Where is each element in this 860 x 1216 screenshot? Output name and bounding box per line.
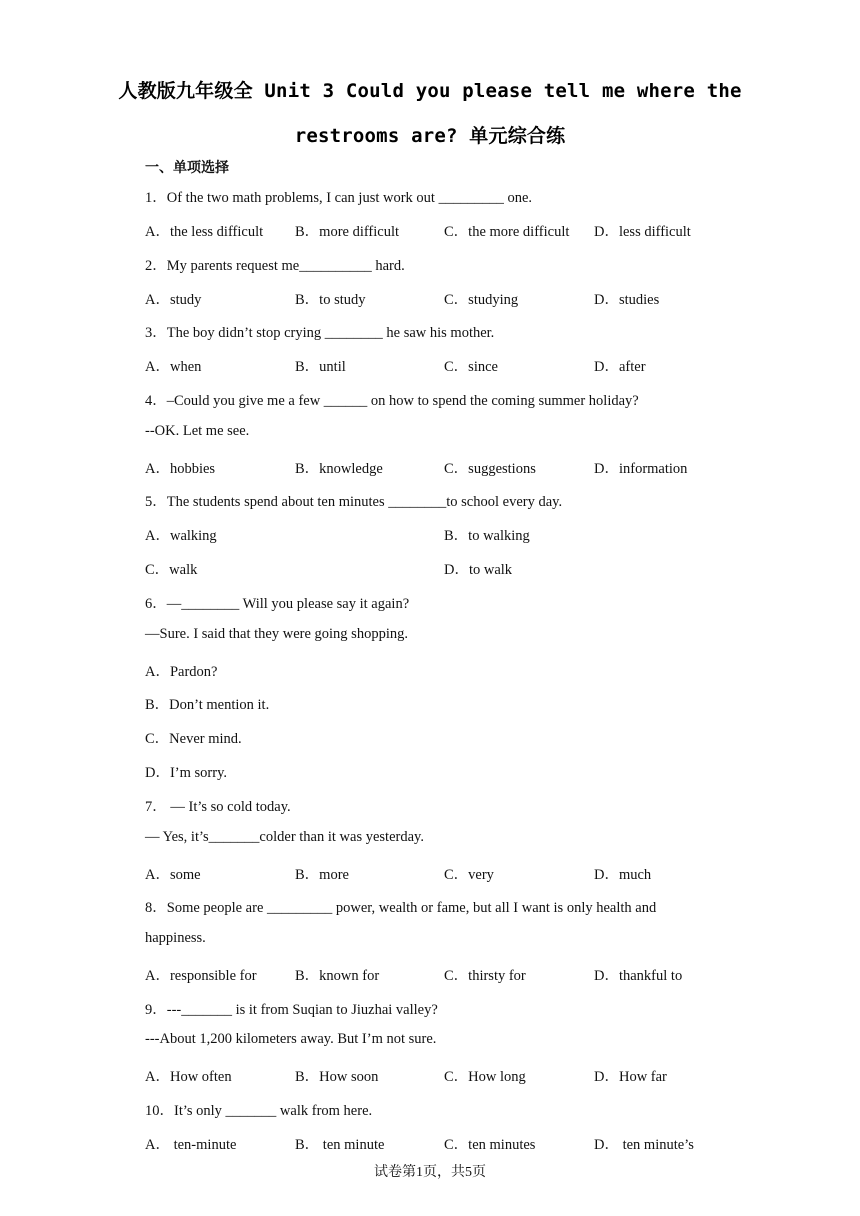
option-b[interactable]: B．How soon bbox=[295, 1069, 379, 1085]
option-d[interactable]: D．after bbox=[594, 359, 646, 375]
option-b[interactable]: B． ten minute bbox=[295, 1137, 385, 1153]
option-c[interactable]: C．suggestions bbox=[444, 461, 536, 477]
question-10-stem: 10．It’s only _______ walk from here. bbox=[145, 1103, 373, 1119]
question-5-stem: 5．The students spend about ten minutes ________to school every day. bbox=[145, 494, 563, 510]
document-title-line-1: 人教版九年级全 Unit 3 Could you please tell me where the bbox=[118, 80, 742, 102]
option-a[interactable]: A．some bbox=[145, 867, 201, 883]
question-4-dialogue: --OK. Let me see. bbox=[145, 423, 250, 439]
option-a[interactable]: A．walking bbox=[145, 528, 217, 544]
question-9-dialogue: ---About 1,200 kilometers away. But I’m not sure. bbox=[145, 1031, 437, 1047]
page-footer: 试卷第1页，共5页 bbox=[374, 1165, 486, 1180]
option-a[interactable]: A． ten-minute bbox=[145, 1137, 237, 1153]
question-8-options bbox=[145, 964, 745, 984]
option-d[interactable]: D．I’m sorry. bbox=[145, 765, 228, 781]
question-1-stem: 1．Of the two math problems, I can just work out _________ one. bbox=[145, 190, 533, 206]
question-5-options-row-2 bbox=[145, 558, 745, 578]
option-a[interactable]: A．hobbies bbox=[145, 461, 216, 477]
option-b[interactable]: B．knowledge bbox=[295, 461, 383, 477]
option-b[interactable]: B．to study bbox=[295, 292, 366, 308]
option-d[interactable]: D．less difficult bbox=[594, 224, 691, 240]
option-b[interactable]: B．Don’t mention it. bbox=[145, 697, 270, 713]
option-c[interactable]: C．How long bbox=[444, 1069, 526, 1085]
question-3-options bbox=[145, 355, 745, 375]
option-a[interactable]: A．responsible for bbox=[145, 968, 257, 984]
question-3-stem: 3．The boy didn’t stop crying ________ he saw his mother. bbox=[145, 325, 495, 341]
question-7-options bbox=[145, 863, 745, 883]
question-7-dialogue: — Yes, it’s_______colder than it was yesterday. bbox=[145, 829, 424, 845]
option-c[interactable]: C．very bbox=[444, 867, 494, 883]
option-c[interactable]: C．the more difficult bbox=[444, 224, 570, 240]
option-b[interactable]: B．until bbox=[295, 359, 346, 375]
option-a[interactable]: A．study bbox=[145, 292, 202, 308]
option-c[interactable]: C．walk bbox=[145, 562, 198, 578]
question-1-options bbox=[145, 220, 745, 240]
option-d[interactable]: D．much bbox=[594, 867, 652, 883]
option-d[interactable]: D．How far bbox=[594, 1069, 667, 1085]
option-b[interactable]: B．to walking bbox=[444, 528, 530, 544]
option-a[interactable]: A．Pardon? bbox=[145, 664, 218, 680]
question-2-stem: 2．My parents request me__________ hard. bbox=[145, 258, 405, 274]
option-b[interactable]: B．more difficult bbox=[295, 224, 400, 240]
question-8-stem: 8．Some people are _________ power, wealth or fame, but all I want is only health and bbox=[145, 900, 657, 916]
option-a[interactable]: A．the less difficult bbox=[145, 224, 264, 240]
question-4-options bbox=[145, 457, 745, 477]
option-c[interactable]: C．ten minutes bbox=[444, 1137, 536, 1153]
question-10-options bbox=[145, 1133, 745, 1153]
question-6-dialogue: —Sure. I said that they were going shopping. bbox=[145, 626, 408, 642]
option-c[interactable]: C．studying bbox=[444, 292, 519, 308]
option-d[interactable]: D．thankful to bbox=[594, 968, 683, 984]
option-d[interactable]: D．studies bbox=[594, 292, 660, 308]
question-9-stem: 9．---_______ is it from Suqian to Jiuzhai valley? bbox=[145, 1002, 438, 1018]
question-8-stem-continued: happiness. bbox=[145, 930, 206, 946]
question-9-options bbox=[145, 1065, 745, 1085]
option-b[interactable]: B．known for bbox=[295, 968, 380, 984]
question-4-stem: 4．–Could you give me a few ______ on how to spend the coming summer holiday? bbox=[145, 393, 639, 409]
option-b[interactable]: B．more bbox=[295, 867, 349, 883]
option-c[interactable]: C．Never mind. bbox=[145, 731, 242, 747]
question-6-stem: 6．—________ Will you please say it again? bbox=[145, 596, 410, 612]
option-a[interactable]: A．when bbox=[145, 359, 202, 375]
question-7-stem: 7． — It’s so cold today. bbox=[145, 799, 291, 815]
document-title-line-2: restrooms are? 单元综合练 bbox=[294, 125, 566, 147]
option-c[interactable]: C．thirsty for bbox=[444, 968, 526, 984]
option-d[interactable]: D．information bbox=[594, 461, 688, 477]
question-5-options-row-1 bbox=[145, 524, 745, 544]
question-2-options bbox=[145, 288, 745, 308]
option-d[interactable]: D．to walk bbox=[444, 562, 513, 578]
option-c[interactable]: C．since bbox=[444, 359, 498, 375]
option-d[interactable]: D． ten minute’s bbox=[594, 1137, 694, 1153]
option-a[interactable]: A．How often bbox=[145, 1069, 232, 1085]
section-heading: 一、单项选择 bbox=[145, 160, 229, 176]
